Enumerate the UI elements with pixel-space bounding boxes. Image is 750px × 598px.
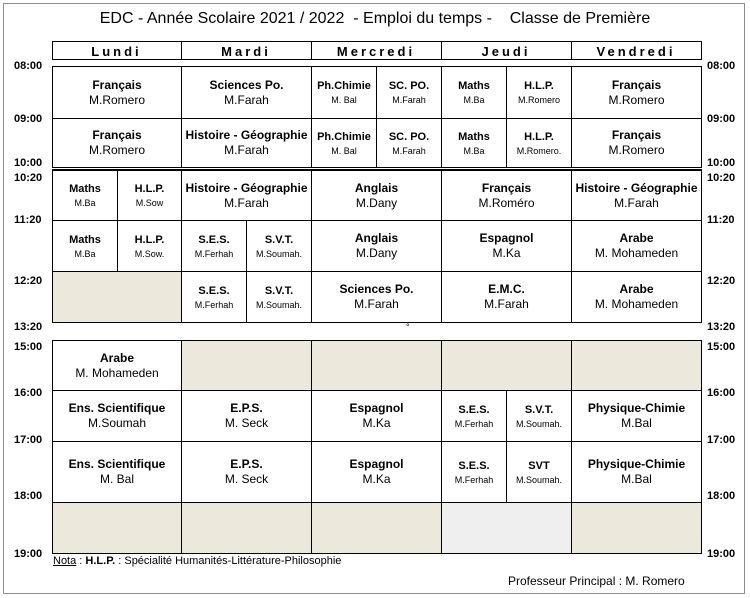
course-cell — [52, 118, 182, 168]
course-cell — [571, 271, 702, 323]
course-subject: Ens. Scientifique — [68, 457, 166, 471]
course-cell — [311, 170, 442, 221]
empty-slot — [52, 271, 182, 323]
course-teacher: M.Bal — [621, 416, 652, 430]
course-teacher: M.Farah — [224, 143, 269, 157]
course-teacher: M.Dany — [355, 246, 398, 260]
course-subject: SC. PO. — [388, 80, 430, 92]
time-label-left: 09:00 — [14, 113, 43, 125]
course-subject: Anglais — [354, 231, 399, 245]
time-label-left: 18:00 — [14, 490, 43, 502]
course-subject: E.P.S. — [230, 401, 263, 415]
course-cell — [181, 390, 312, 442]
course-subject: Histoire - Géographie — [185, 180, 308, 195]
course-cell — [571, 220, 702, 272]
course-cell — [571, 170, 702, 221]
course-cell — [246, 220, 312, 272]
day-mercredi: Mercredi — [336, 44, 416, 59]
course-subject: Espagnol — [349, 457, 404, 471]
time-label-left: 08:00 — [14, 60, 43, 72]
break-line — [52, 167, 702, 168]
course-teacher: M. Mohameden — [75, 365, 159, 380]
course-subject: Français — [611, 77, 662, 92]
course-teacher: M.Ka — [492, 246, 521, 260]
course-teacher: M.Bal — [621, 472, 652, 486]
day-jeudi: Jeudi — [481, 44, 531, 59]
empty-slot — [311, 502, 442, 554]
course-subject: S.E.S. — [198, 233, 230, 246]
course-cell — [311, 390, 442, 442]
course-subject: Ph.Chimie — [317, 130, 371, 143]
time-label-right: 09:00 — [707, 113, 736, 125]
course-teacher: M.Soumah. — [255, 248, 303, 259]
course-subject: S.E.S. — [458, 403, 490, 416]
course-subject: Maths — [69, 183, 101, 195]
course-teacher: M.Romero — [608, 92, 665, 107]
time-label-right: 13:20 — [707, 321, 736, 333]
course-subject: Maths — [458, 80, 490, 92]
course-teacher: M.Farah — [392, 145, 426, 156]
course-cell — [506, 390, 572, 442]
course-teacher: M. Bal — [99, 472, 134, 486]
time-label-left: 13:20 — [14, 321, 43, 333]
empty-slot — [181, 502, 312, 554]
course-cell — [441, 390, 507, 442]
course-teacher: M. Seck — [224, 472, 269, 486]
course-teacher: M.Romero. — [516, 145, 562, 156]
course-subject: S.V.T. — [524, 403, 554, 416]
course-cell — [311, 66, 377, 119]
course-teacher: M.Roméro — [478, 195, 535, 210]
time-label-left: 19:00 — [14, 548, 43, 560]
course-teacher: M.Romero — [517, 95, 560, 105]
course-teacher: M.Sow — [135, 198, 164, 208]
footnote-abbr: H.L.P. — [85, 555, 116, 567]
course-teacher: M.Ferhah — [194, 299, 234, 310]
page-title: EDC - Année Scolaire 2021 / 2022 - Emploi du temps - Classe de Première — [99, 10, 651, 27]
time-label-left: 17:00 — [14, 434, 43, 446]
course-subject: H.L.P. — [524, 80, 554, 92]
course-cell — [181, 66, 312, 119]
course-subject: Ens. Scientifique — [68, 401, 166, 415]
empty-slot — [181, 340, 312, 391]
course-teacher: M.Soumah — [87, 416, 147, 430]
break-line — [52, 169, 702, 170]
course-cell — [571, 66, 702, 119]
course-subject: S.E.S. — [458, 459, 490, 472]
empty-slot — [441, 340, 572, 391]
course-teacher: M.Dany — [355, 195, 398, 210]
course-teacher: M.Soumah. — [515, 474, 563, 485]
course-cell — [506, 66, 572, 119]
course-subject: E.M.C. — [488, 282, 525, 296]
course-teacher: M.Ba — [463, 95, 485, 105]
course-subject: Français — [481, 180, 532, 195]
course-subject: Physique-Chimie — [587, 401, 686, 415]
course-subject: Français — [92, 128, 142, 142]
course-subject: H.L.P. — [134, 233, 165, 246]
course-cell — [506, 118, 572, 168]
course-subject: E.P.S. — [230, 457, 263, 471]
course-cell — [117, 170, 182, 221]
day-lundi: Lundi — [91, 44, 142, 59]
course-cell — [52, 170, 118, 221]
course-subject: Français — [611, 128, 662, 142]
course-cell — [441, 170, 572, 221]
course-cell — [376, 118, 442, 168]
course-subject: Ph.Chimie — [317, 80, 371, 92]
course-cell — [181, 118, 312, 168]
course-cell — [311, 220, 442, 272]
course-subject: Arabe — [619, 282, 654, 296]
course-cell — [571, 118, 702, 168]
time-label-left: 10:00 — [14, 157, 43, 169]
course-subject: Arabe — [619, 231, 654, 245]
header-top-line — [52, 41, 702, 42]
course-subject: Français — [92, 77, 142, 92]
course-subject: Sciences Po. — [209, 77, 284, 92]
time-label-right: 12:20 — [707, 275, 736, 287]
course-cell — [52, 220, 118, 272]
course-cell — [181, 170, 312, 221]
time-label-right: 18:00 — [707, 490, 736, 502]
time-label-left: 12:20 — [14, 275, 43, 287]
course-subject: Sciences Po. — [339, 282, 414, 296]
course-teacher: M.Soumah. — [255, 299, 303, 310]
course-subject: Histoire - Géographie — [575, 180, 698, 195]
course-subject: H.L.P. — [524, 130, 554, 143]
course-subject: SVT — [528, 459, 550, 472]
course-cell — [441, 441, 507, 503]
day-mardi: Mardi — [221, 44, 271, 59]
professeur-principal: Professeur Principal : M. Romero — [508, 574, 685, 588]
course-teacher: M.Ba — [74, 248, 96, 259]
course-teacher: M.Farah — [224, 195, 269, 210]
course-cell — [441, 118, 507, 168]
course-teacher: M. Mohameden — [594, 246, 679, 260]
course-teacher: M. Seck — [224, 416, 269, 430]
course-cell — [52, 66, 182, 119]
course-teacher: M.Ferhah — [454, 418, 494, 429]
course-subject: Maths — [69, 233, 101, 246]
course-cell — [246, 271, 312, 323]
course-subject: SC. PO. — [388, 130, 430, 143]
course-teacher: M.Romero — [88, 143, 145, 157]
course-teacher: M.Farah — [224, 92, 269, 107]
course-teacher: M. Mohameden — [594, 297, 679, 311]
course-teacher: M.Ba — [463, 145, 485, 156]
course-teacher: M.Farah — [354, 297, 399, 311]
time-label-left: 15:00 — [14, 341, 43, 353]
course-cell — [571, 390, 702, 442]
course-cell — [52, 340, 182, 391]
empty-slot — [311, 340, 442, 391]
course-cell — [311, 118, 377, 168]
footnote-text: : Spécialité Humanités-Littérature-Philosophie — [115, 555, 342, 567]
course-subject: Maths — [458, 130, 490, 143]
time-label-left: 10:20 — [14, 172, 43, 184]
course-subject: S.V.T. — [264, 284, 294, 297]
course-cell — [52, 441, 182, 503]
time-label-right: 08:00 — [707, 60, 736, 72]
header-divider — [701, 41, 702, 60]
course-cell — [117, 220, 182, 272]
course-teacher: M.Ka — [362, 416, 391, 430]
course-cell — [571, 441, 702, 503]
course-cell — [52, 390, 182, 442]
course-subject: Histoire - Géographie — [185, 128, 308, 142]
course-subject: H.L.P. — [134, 183, 165, 195]
empty-slot — [571, 340, 702, 391]
time-label-right: 10:00 — [707, 157, 736, 169]
course-cell — [376, 66, 442, 119]
course-cell — [441, 66, 507, 119]
course-teacher: M.Soumah. — [515, 418, 563, 429]
course-subject: Arabe — [99, 350, 134, 365]
course-cell — [181, 441, 312, 503]
course-subject: Espagnol — [479, 231, 534, 245]
course-teacher: M.Ferhah — [454, 474, 494, 485]
footnote-sep: : — [76, 555, 86, 567]
course-cell — [181, 271, 247, 323]
course-teacher: M. Bal — [331, 95, 357, 105]
stray-mark: ° — [406, 322, 410, 332]
empty-slot — [52, 502, 182, 554]
day-vendredi: Vendredi — [596, 44, 676, 59]
course-cell — [311, 441, 442, 503]
course-cell — [311, 271, 442, 323]
time-label-right: 10:20 — [707, 172, 736, 184]
course-subject: S.E.S. — [198, 284, 230, 297]
course-subject: Espagnol — [349, 401, 404, 415]
course-teacher: M. Bal — [331, 145, 357, 156]
empty-slot — [441, 502, 572, 554]
course-teacher: M.Ferhah — [194, 248, 234, 259]
course-teacher: M.Farah — [392, 95, 426, 105]
course-subject: Anglais — [354, 180, 399, 195]
course-teacher: M.Ba — [74, 198, 96, 208]
course-teacher: M.Romero — [88, 92, 145, 107]
course-teacher: M.Farah — [484, 297, 529, 311]
time-label-right: 11:20 — [707, 214, 735, 226]
course-cell — [181, 220, 247, 272]
time-label-right: 19:00 — [707, 548, 736, 560]
empty-slot — [571, 502, 702, 554]
course-cell — [441, 271, 572, 323]
footnote — [53, 555, 341, 567]
course-teacher: M.Farah — [614, 195, 659, 210]
time-label-left: 11:20 — [14, 214, 42, 226]
time-label-left: 16:00 — [14, 387, 43, 399]
time-label-right: 16:00 — [707, 387, 736, 399]
course-cell — [441, 220, 572, 272]
course-teacher: M.Sow. — [134, 248, 165, 259]
time-label-right: 17:00 — [707, 434, 736, 446]
course-cell — [506, 441, 572, 503]
course-teacher: M.Romero — [608, 143, 665, 157]
course-subject: Physique-Chimie — [587, 457, 686, 471]
footnote-label: Nota — [53, 555, 77, 567]
course-teacher: M.Ka — [362, 472, 391, 486]
time-label-right: 15:00 — [707, 341, 736, 353]
course-subject: S.V.T. — [264, 233, 294, 246]
